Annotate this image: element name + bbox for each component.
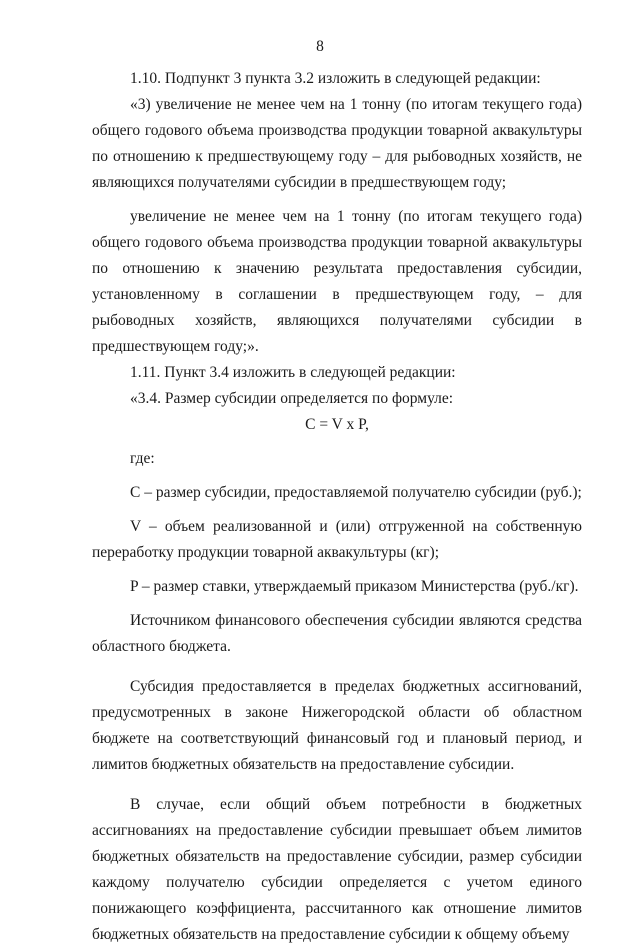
- paragraph-budget-limits: Субсидия предоставляется в пределах бюджетных ассигнований, предусмотренных в законе Нижегородской области об областном бюджете на соответствующий финансовый год и плановый период, и лимитов бюджетных обязательств на предоставление субсидии.: [92, 678, 582, 773]
- formula-def-p: P – размер ставки, утверждаемый приказом Министерства (руб./кг).: [130, 578, 579, 595]
- paragraph-funding-source: Источником финансового обеспечения субсидии являются средства областного бюджета.: [92, 612, 582, 655]
- formula-where: где:: [130, 450, 155, 467]
- document-body: [92, 66, 582, 948]
- paragraph-1-11-heading: 1.11. Пункт 3.4 изложить в следующей редакции:: [130, 364, 456, 381]
- paragraph-3-4-intro: «3.4. Размер субсидии определяется по формуле:: [130, 390, 454, 407]
- formula-def-v: V – объем реализованной и (или) отгруженной на собственную переработку продукции товарной аквакультуры (кг);: [92, 518, 582, 561]
- paragraph-reduction-coefficient: В случае, если общий объем потребности в бюджетных ассигнованиях на предоставление субсидии превышает объем лимитов бюджетных обязательств на предоставление субсидии, размер субсидии каждому получателю субсидии определяется с учетом единого понижающего коэффициента, рассчитанного как отношение лимитов бюджетных обязательств на предоставление субсидии к общему объему: [92, 796, 582, 943]
- paragraph-subitem-3-continued: увеличение не менее чем на 1 тонну (по итогам текущего года) общего годового объема производства продукции товарной аквакультуры по отношению к значению результата предоставления субсидии, установленному в соглашении в предшествующем году, – для рыбоводных хозяйств, являющихся получателями субсидии в предшествующем году;».: [92, 208, 582, 355]
- paragraph-1-10-heading: 1.10. Подпункт 3 пункта 3.2 изложить в следующей редакции:: [130, 70, 541, 87]
- formula: C = V x P,: [305, 416, 369, 433]
- formula-def-c: C – размер субсидии, предоставляемой получателю субсидии (руб.);: [130, 484, 582, 501]
- paragraph-subitem-3: «3) увеличение не менее чем на 1 тонну (по итогам текущего года) общего годового объема производства продукции товарной аквакультуры по отношению к предшествующему году – для рыбоводных хозяйств, не являющихся получателями субсидии в предшествующем году;: [92, 96, 582, 191]
- page-number: 8: [316, 38, 324, 55]
